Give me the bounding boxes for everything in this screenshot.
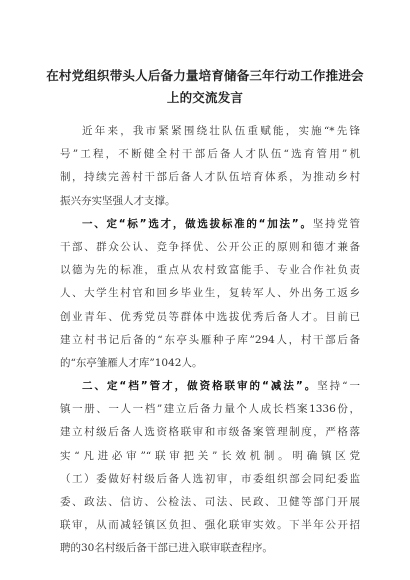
document-title-line-1: 在村党组织带头人后备力量培育储备三年行动工作推进会 <box>46 68 364 83</box>
section-1-line: 以德为先的标准，重点从农村致富能手、专业合作社负责 <box>60 264 360 277</box>
section-2-line: 联审，从而减轻镇区负担、强化联审实效。下半年公开招 <box>60 519 360 532</box>
section-2-line: 实“凡进必审”“联审把关”长效机制。明确镇区党 <box>60 449 360 462</box>
section-1-line: 建立村书记后备的“东亭头雁种子库”294人，村干部后备 <box>60 333 360 346</box>
section-2-heading-tail: 坚持“一 <box>317 380 360 393</box>
intro-line: 号”工程，不断健全村干部后备人才队伍“选育管用”机 <box>60 148 360 161</box>
section-1-line: 的“东亭雏雁人才库”1042人。 <box>60 356 203 369</box>
section-2-heading-line <box>60 375 360 398</box>
section-2-line: 委、政法、信访、公检法、司法、民政、卫健等部门开展 <box>60 496 360 508</box>
section-2-line: （工）委做好村级后备人选初审，市委组织部会同纪委监 <box>60 472 360 485</box>
section-2-line: 聘的30名村级后备干部已进入联审联查程序。 <box>60 542 273 555</box>
section-1-line: 人、大学生村官和回乡毕业生，复转军人、外出务工返乡 <box>60 287 360 300</box>
document-body <box>60 120 360 561</box>
section-1-line: 创业青年、优秀党员等群体中选拔优秀后备人才。目前已 <box>60 310 360 323</box>
document-title-line-2: 上的交流发言 <box>166 90 244 105</box>
section-1-heading: 一、定“标”选才，做选拔标准的“加法”。 <box>82 217 313 230</box>
section-1-line: 干部、群众公认、竞争择优、公开公正的原则和德才兼备 <box>60 240 360 253</box>
intro-line: 近年来，我市紧紧围绕壮队伍重赋能，实施“*先锋 <box>82 125 360 137</box>
section-2-line: 镇一册、一人一档”建立后备力量个人成长档案1336份， <box>60 403 360 416</box>
section-1-heading-tail: 坚持党管 <box>312 217 361 230</box>
section-1-heading-line <box>60 213 360 236</box>
section-2-line: 建立村级后备人选资格联审和市级备案管理制度，严格落 <box>60 426 360 439</box>
intro-line: 制，持续完善村干部后备人才队伍培育体系，为推动乡村 <box>60 171 360 184</box>
section-2-heading: 二、定“档”管才，做资格联审的“减法”。 <box>82 380 318 393</box>
intro-line: 振兴夯实坚强人才支撑。 <box>60 194 176 207</box>
